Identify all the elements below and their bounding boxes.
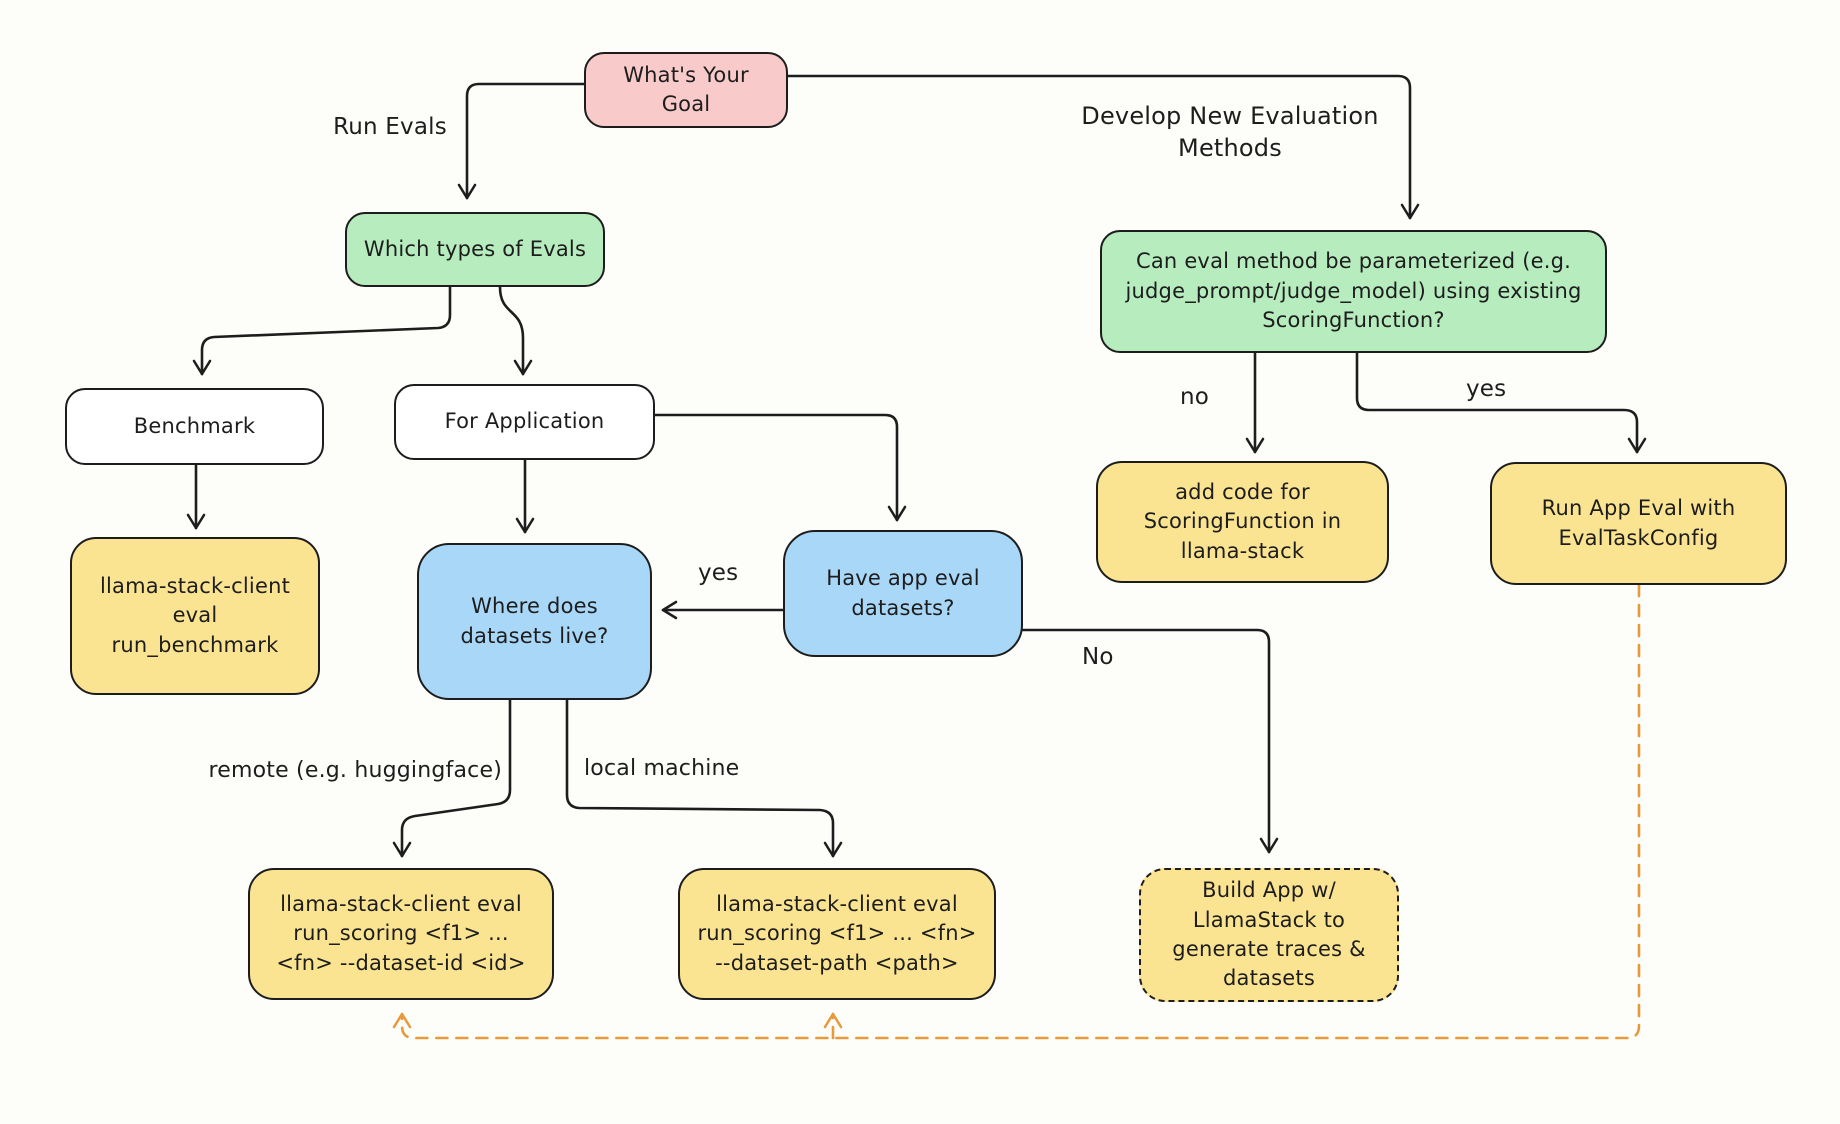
- node-can-eval-method-be-parameterized: Can eval method be parameterized (e.g. judge_prompt/judge_model) using existing ScoringFunction?: [1100, 230, 1607, 353]
- edge-goal-to-which-types: [467, 84, 584, 198]
- node-have-app-eval-datasets: Have app eval datasets?: [783, 530, 1023, 657]
- node-run-scoring-dataset-id-command: llama-stack-client eval run_scoring <f1> ... <fn> --dataset-id <id>: [248, 868, 554, 1000]
- edge-label-develop-new-evaluation-methods: Develop New Evaluation Methods: [1081, 102, 1379, 163]
- edge-can-param-yes-to-run-app-eval: [1357, 353, 1637, 452]
- node-run-app-eval-with-evaltaskconfig: Run App Eval with EvalTaskConfig: [1490, 462, 1787, 585]
- node-whats-your-goal: What's Your Goal: [584, 52, 788, 128]
- node-which-types-of-evals: Which types of Evals: [345, 212, 605, 287]
- node-where-does-datasets-live: Where does datasets live?: [417, 543, 652, 700]
- edge-for-application-to-have-datasets: [655, 415, 897, 520]
- edge-which-types-to-benchmark: [202, 287, 450, 374]
- edge-label-yes-parameterize: yes: [1466, 376, 1507, 402]
- edge-label-local-machine: local machine: [584, 756, 740, 781]
- node-for-application: For Application: [394, 384, 655, 460]
- edge-label-no-parameterize: no: [1180, 384, 1210, 410]
- edge-label-yes-have-datasets: yes: [698, 560, 739, 586]
- edge-label-no-have-datasets: No: [1082, 644, 1114, 670]
- edge-have-datasets-no-to-build-app: [1023, 630, 1269, 852]
- node-build-app-with-llamastack: Build App w/ LlamaStack to generate traces & datasets: [1139, 868, 1399, 1002]
- edge-label-run-evals: Run Evals: [333, 114, 447, 140]
- edge-which-types-to-for-application: [500, 287, 523, 374]
- node-run-scoring-dataset-path-command: llama-stack-client eval run_scoring <f1> ... <fn> --dataset-path <path>: [678, 868, 996, 1000]
- edge-label-remote-huggingface: remote (e.g. huggingface): [208, 758, 502, 783]
- node-run-benchmark-command: llama-stack-client eval run_benchmark: [70, 537, 320, 695]
- node-add-code-for-scoringfunction: add code for ScoringFunction in llama-stack: [1096, 461, 1389, 583]
- node-benchmark: Benchmark: [65, 388, 324, 465]
